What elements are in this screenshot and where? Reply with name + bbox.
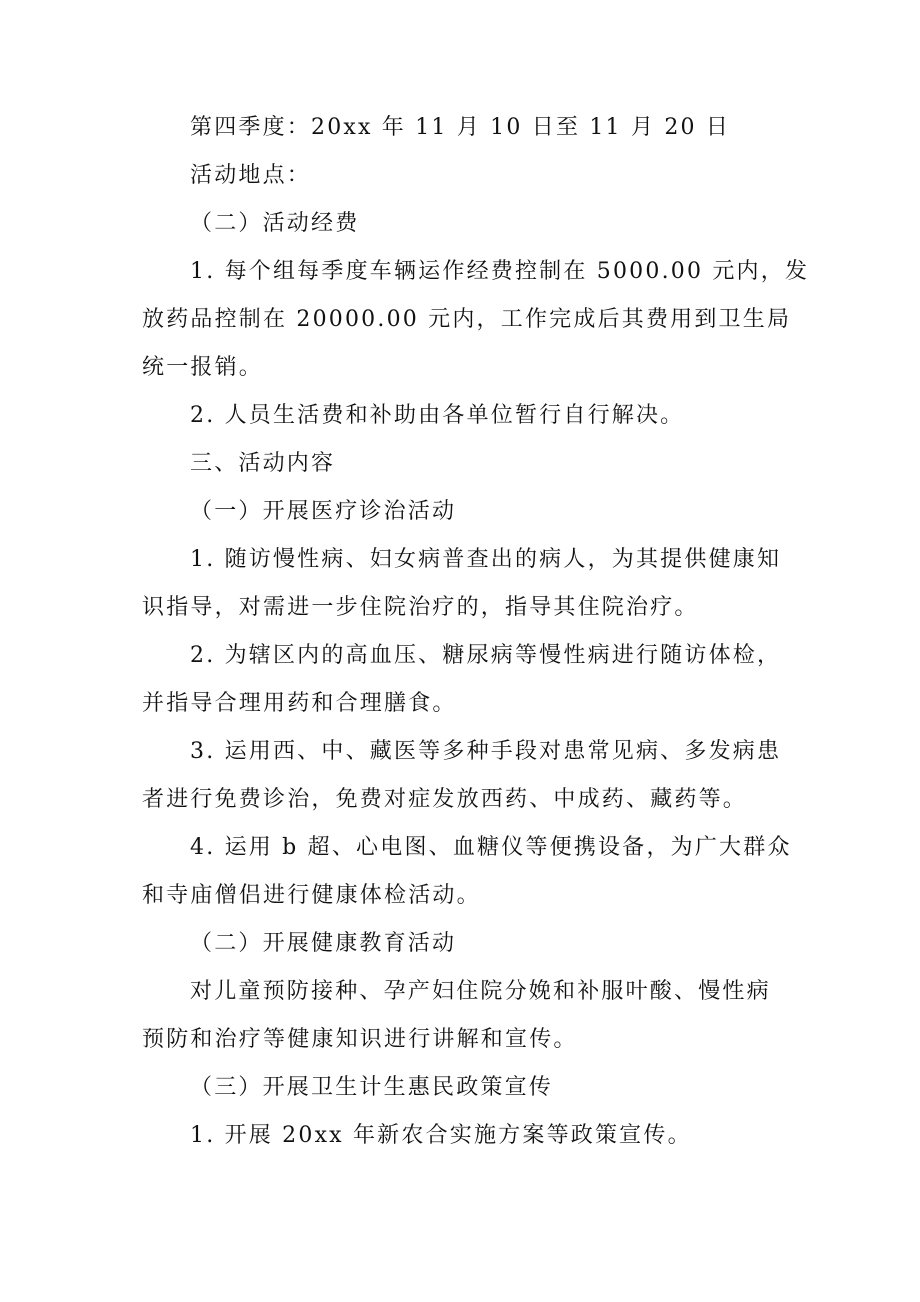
section-heading: （二）开展健康教育活动 xyxy=(190,931,457,956)
paragraph-line: 放药品控制在 20000.00 元内，工作完成后其费用到卫生局 xyxy=(142,307,792,332)
paragraph-line: 识指导，对需进一步住院治疗的，指导其住院治疗。 xyxy=(142,595,699,620)
paragraph-line: 并指导合理用药和合理膳食。 xyxy=(142,691,457,716)
paragraph-line: 对儿童预防接种、孕产妇住院分娩和补服叶酸、慢性病 xyxy=(190,979,771,1004)
paragraph-line: 1. 每个组每季度车辆运作经费控制在 5000.00 元内，发 xyxy=(190,259,810,284)
section-heading: （三）开展卫生计生惠民政策宣传 xyxy=(190,1075,554,1100)
paragraph-line: 2. 人员生活费和补助由各单位暂行自行解决。 xyxy=(190,403,685,428)
paragraph-line: 统一报销。 xyxy=(142,355,264,380)
section-heading: （二）活动经费 xyxy=(190,211,360,236)
paragraph-line: 第四季度：20xx 年 11 月 10 日至 11 月 20 日 xyxy=(190,115,731,140)
paragraph-line: 2. 为辖区内的高血压、糖尿病等慢性病进行随访体检， xyxy=(190,643,782,668)
paragraph-line: 活动地点： xyxy=(190,163,312,188)
paragraph-line: 和寺庙僧侣进行健康体检活动。 xyxy=(142,883,481,908)
section-heading: （一）开展医疗诊治活动 xyxy=(190,499,457,524)
paragraph-line: 预防和治疗等健康知识进行讲解和宣传。 xyxy=(142,1027,578,1052)
paragraph-line: 1. 开展 20xx 年新农合实施方案等政策宣传。 xyxy=(190,1123,692,1148)
paragraph-line: 1. 随访慢性病、妇女病普查出的病人，为其提供健康知 xyxy=(190,547,782,572)
paragraph-line: 者进行免费诊治，免费对症发放西药、中成药、藏药等。 xyxy=(142,787,748,812)
paragraph-line: 3. 运用西、中、藏医等多种手段对患常见病、多发病患 xyxy=(190,739,782,764)
paragraph-line: 4. 运用 b 超、心电图、血糖仪等便携设备，为广大群众 xyxy=(190,835,792,860)
section-heading: 三、活动内容 xyxy=(190,451,336,476)
